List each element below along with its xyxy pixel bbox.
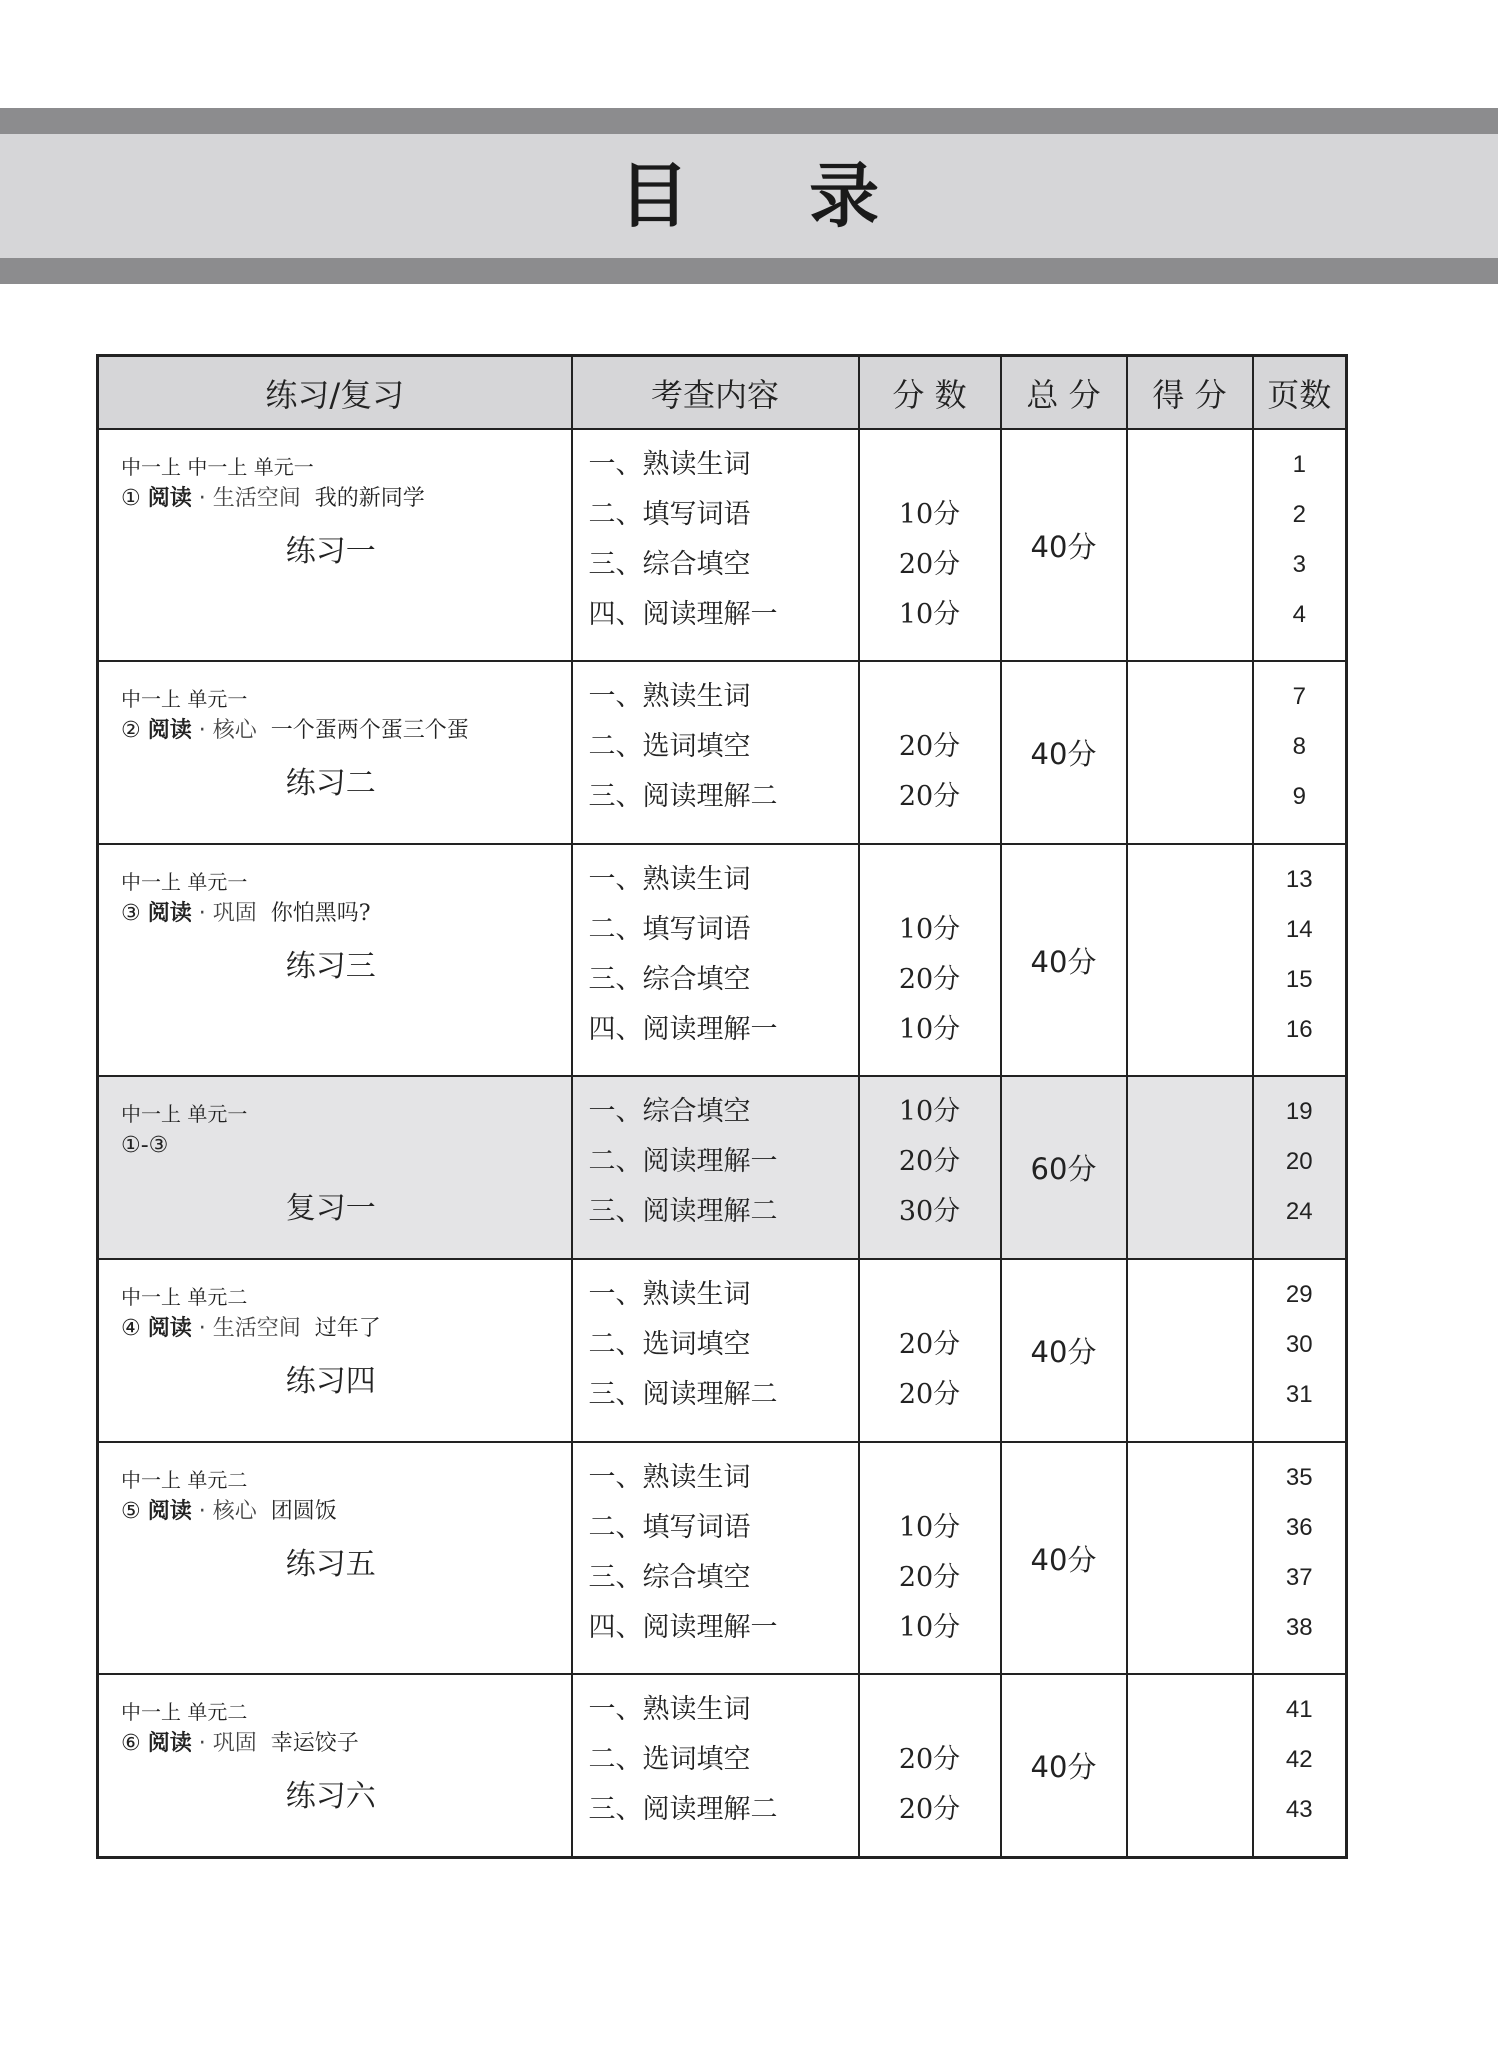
page-number: 20 bbox=[1285, 1148, 1313, 1175]
earned-score-cell bbox=[1127, 429, 1253, 661]
lesson-read-tag: 阅读 bbox=[147, 486, 192, 511]
exercise-label: 复习一 bbox=[285, 1191, 376, 1226]
content-item: 四、阅读理解一 bbox=[588, 1612, 778, 1643]
content-item: 四、阅读理解一 bbox=[588, 599, 778, 630]
lesson-line bbox=[121, 1495, 571, 1529]
score-cell bbox=[859, 1259, 1001, 1442]
score-value bbox=[860, 1685, 1000, 1735]
lesson-line bbox=[121, 1129, 571, 1163]
content-cell bbox=[572, 1442, 859, 1674]
unit-label: 中一上 单元二 bbox=[121, 1468, 248, 1492]
score-value bbox=[860, 672, 1000, 722]
score-cell bbox=[859, 1076, 1001, 1259]
content-item: 一、综合填空 bbox=[588, 1096, 751, 1127]
exercise-cell bbox=[98, 1674, 572, 1857]
page-number: 35 bbox=[1285, 1464, 1313, 1491]
score-value: 10分 bbox=[898, 1612, 961, 1643]
lesson-kind: · 生活空间 bbox=[198, 1316, 301, 1341]
exercise-label: 练习五 bbox=[285, 1547, 376, 1582]
lesson-line bbox=[121, 1727, 571, 1761]
page-number: 38 bbox=[1285, 1614, 1313, 1641]
content-item: 一、熟读生词 bbox=[588, 449, 751, 480]
content-item: 一、熟读生词 bbox=[588, 1462, 751, 1493]
score-value bbox=[860, 1453, 1000, 1503]
exercise-label: 练习一 bbox=[285, 534, 376, 569]
exercise-cell bbox=[98, 661, 572, 844]
score-value: 10分 bbox=[898, 1014, 961, 1045]
lesson-read-tag: 阅读 bbox=[147, 1316, 192, 1341]
content-item: 二、填写词语 bbox=[588, 499, 751, 530]
page-cell bbox=[1253, 661, 1347, 844]
earned-score-cell bbox=[1127, 661, 1253, 844]
lesson-number: ①-③ bbox=[121, 1133, 169, 1158]
score-cell bbox=[859, 1442, 1001, 1674]
page-number: 15 bbox=[1285, 966, 1313, 993]
content-item: 一、熟读生词 bbox=[588, 1279, 751, 1310]
content-item: 一、熟读生词 bbox=[588, 681, 751, 712]
unit-label: 中一上 单元二 bbox=[121, 1285, 248, 1309]
content-item: 二、选词填空 bbox=[588, 731, 751, 762]
page-number: 16 bbox=[1285, 1016, 1313, 1043]
page-number: 24 bbox=[1285, 1198, 1313, 1225]
content-item: 三、阅读理解二 bbox=[588, 1379, 778, 1410]
earned-score-cell bbox=[1127, 1259, 1253, 1442]
exercise-cell bbox=[98, 1259, 572, 1442]
lesson-read-tag: 阅读 bbox=[147, 1499, 192, 1524]
page-cell bbox=[1253, 1442, 1347, 1674]
lesson-title: 过年了 bbox=[314, 1316, 381, 1341]
header-earned: 得 分 bbox=[1127, 356, 1253, 430]
content-item: 三、阅读理解二 bbox=[588, 1196, 778, 1227]
content-item: 二、填写词语 bbox=[588, 914, 751, 945]
lesson-kind: · 巩固 bbox=[198, 1731, 257, 1756]
exercise-cell bbox=[98, 844, 572, 1076]
page-cell bbox=[1253, 844, 1347, 1076]
score-cell bbox=[859, 844, 1001, 1076]
page-number: 19 bbox=[1285, 1098, 1313, 1125]
total-score: 60分 bbox=[1001, 1076, 1127, 1259]
total-score: 40分 bbox=[1001, 844, 1127, 1076]
exercise-row bbox=[98, 1442, 1347, 1674]
lesson-kind: · 生活空间 bbox=[198, 486, 301, 511]
exercise-label: 练习二 bbox=[285, 766, 376, 801]
lesson-kind: · 巩固 bbox=[198, 901, 257, 926]
lesson-line bbox=[121, 897, 571, 931]
lesson-kind: · 核心 bbox=[198, 1499, 257, 1524]
unit-label: 中一上 单元一 bbox=[121, 1102, 248, 1126]
header-score: 分 数 bbox=[859, 356, 1001, 430]
total-score: 40分 bbox=[1001, 429, 1127, 661]
exercise-label: 练习六 bbox=[285, 1779, 376, 1814]
page-title: 目 录 bbox=[618, 155, 928, 237]
lesson-number: ① bbox=[121, 486, 141, 511]
page-number: 3 bbox=[1292, 551, 1306, 578]
score-value bbox=[860, 1270, 1000, 1320]
page-cell bbox=[1253, 1259, 1347, 1442]
lesson-line bbox=[121, 1312, 571, 1346]
score-value: 10分 bbox=[898, 1512, 961, 1543]
earned-score-cell bbox=[1127, 1076, 1253, 1259]
total-score: 40分 bbox=[1001, 1674, 1127, 1857]
lesson-read-tag: 阅读 bbox=[147, 718, 192, 743]
content-item: 一、熟读生词 bbox=[588, 1694, 751, 1725]
review-row bbox=[98, 1076, 1347, 1259]
lesson-read-tag: 阅读 bbox=[147, 901, 192, 926]
score-cell bbox=[859, 429, 1001, 661]
page-number: 7 bbox=[1292, 683, 1306, 710]
lesson-title: 你怕黑吗? bbox=[270, 901, 371, 926]
score-value: 20分 bbox=[898, 964, 961, 995]
score-value: 20分 bbox=[898, 731, 961, 762]
lesson-number: ⑤ bbox=[121, 1499, 141, 1524]
content-item: 三、阅读理解二 bbox=[588, 1794, 778, 1825]
score-value: 20分 bbox=[898, 781, 961, 812]
score-value: 20分 bbox=[898, 1379, 961, 1410]
unit-label: 中一上 中一上 单元一 bbox=[121, 455, 314, 479]
score-value bbox=[860, 855, 1000, 905]
content-item: 三、综合填空 bbox=[588, 964, 751, 995]
page-cell bbox=[1253, 429, 1347, 661]
header-exercise: 练习/复习 bbox=[98, 356, 572, 430]
total-score: 40分 bbox=[1001, 1259, 1127, 1442]
contents-table bbox=[96, 354, 1348, 1859]
page-number: 36 bbox=[1285, 1514, 1313, 1541]
content-cell bbox=[572, 1674, 859, 1857]
content-item: 二、选词填空 bbox=[588, 1329, 751, 1360]
exercise-row bbox=[98, 429, 1347, 661]
score-value: 10分 bbox=[898, 499, 961, 530]
content-item: 二、阅读理解一 bbox=[588, 1146, 778, 1177]
total-score: 40分 bbox=[1001, 661, 1127, 844]
lesson-title: 团圆饭 bbox=[270, 1499, 337, 1524]
content-item: 三、综合填空 bbox=[588, 1562, 751, 1593]
score-value: 20分 bbox=[898, 1329, 961, 1360]
unit-label: 中一上 单元一 bbox=[121, 687, 248, 711]
page-number: 9 bbox=[1292, 783, 1306, 810]
content-item: 二、选词填空 bbox=[588, 1744, 751, 1775]
exercise-row bbox=[98, 1259, 1347, 1442]
earned-score-cell bbox=[1127, 844, 1253, 1076]
page-number: 29 bbox=[1285, 1281, 1313, 1308]
lesson-title: 一个蛋两个蛋三个蛋 bbox=[270, 718, 469, 743]
page-number: 2 bbox=[1292, 501, 1306, 528]
content-item: 四、阅读理解一 bbox=[588, 1014, 778, 1045]
page-number: 31 bbox=[1285, 1381, 1313, 1408]
score-value: 20分 bbox=[898, 1562, 961, 1593]
header-total: 总 分 bbox=[1001, 356, 1127, 430]
content-item: 三、综合填空 bbox=[588, 549, 751, 580]
exercise-label: 练习三 bbox=[285, 949, 376, 984]
score-value: 20分 bbox=[898, 1794, 961, 1825]
earned-score-cell bbox=[1127, 1674, 1253, 1857]
lesson-kind: · 核心 bbox=[198, 718, 257, 743]
score-value: 10分 bbox=[898, 1096, 961, 1127]
exercise-cell bbox=[98, 1442, 572, 1674]
page-cell bbox=[1253, 1674, 1347, 1857]
table-header-row bbox=[98, 356, 1347, 430]
page-number: 37 bbox=[1285, 1564, 1313, 1591]
exercise-row bbox=[98, 1674, 1347, 1857]
lesson-read-tag: 阅读 bbox=[147, 1731, 192, 1756]
page-number: 1 bbox=[1292, 451, 1306, 478]
score-cell bbox=[859, 1674, 1001, 1857]
page-cell bbox=[1253, 1076, 1347, 1259]
lesson-line bbox=[121, 714, 571, 748]
lesson-title: 幸运饺子 bbox=[270, 1731, 359, 1756]
exercise-cell bbox=[98, 429, 572, 661]
content-cell bbox=[572, 1076, 859, 1259]
exercise-row bbox=[98, 661, 1347, 844]
content-cell bbox=[572, 844, 859, 1076]
lesson-number: ③ bbox=[121, 901, 141, 926]
score-value: 10分 bbox=[898, 599, 961, 630]
score-value: 30分 bbox=[898, 1196, 961, 1227]
content-cell bbox=[572, 429, 859, 661]
page-number: 41 bbox=[1285, 1696, 1313, 1723]
lesson-number: ⑥ bbox=[121, 1731, 141, 1756]
page-number: 43 bbox=[1285, 1796, 1313, 1823]
page-number: 42 bbox=[1285, 1746, 1313, 1773]
score-value bbox=[860, 440, 1000, 490]
page-number: 14 bbox=[1285, 916, 1313, 943]
page-number: 30 bbox=[1285, 1331, 1313, 1358]
lesson-number: ④ bbox=[121, 1316, 141, 1341]
content-item: 二、填写词语 bbox=[588, 1512, 751, 1543]
unit-label: 中一上 单元二 bbox=[121, 1700, 248, 1724]
score-value: 10分 bbox=[898, 914, 961, 945]
earned-score-cell bbox=[1127, 1442, 1253, 1674]
score-value: 20分 bbox=[898, 1146, 961, 1177]
score-cell bbox=[859, 661, 1001, 844]
total-score: 40分 bbox=[1001, 1442, 1127, 1674]
score-value: 20分 bbox=[898, 549, 961, 580]
title-band-top bbox=[0, 108, 1498, 134]
page-number: 8 bbox=[1292, 733, 1306, 760]
exercise-label: 练习四 bbox=[285, 1364, 376, 1399]
exercise-row bbox=[98, 844, 1347, 1076]
lesson-line bbox=[121, 482, 571, 516]
unit-label: 中一上 单元一 bbox=[121, 870, 248, 894]
lesson-title: 我的新同学 bbox=[314, 486, 425, 511]
exercise-cell bbox=[98, 1076, 572, 1259]
content-cell bbox=[572, 661, 859, 844]
score-value: 20分 bbox=[898, 1744, 961, 1775]
content-cell bbox=[572, 1259, 859, 1442]
header-content: 考查内容 bbox=[572, 356, 859, 430]
header-pages: 页数 bbox=[1253, 356, 1347, 430]
title-band-bottom bbox=[0, 258, 1498, 284]
page-number: 13 bbox=[1285, 866, 1313, 893]
page-number: 4 bbox=[1292, 601, 1306, 628]
content-item: 三、阅读理解二 bbox=[588, 781, 778, 812]
content-item: 一、熟读生词 bbox=[588, 864, 751, 895]
lesson-number: ② bbox=[121, 718, 141, 743]
